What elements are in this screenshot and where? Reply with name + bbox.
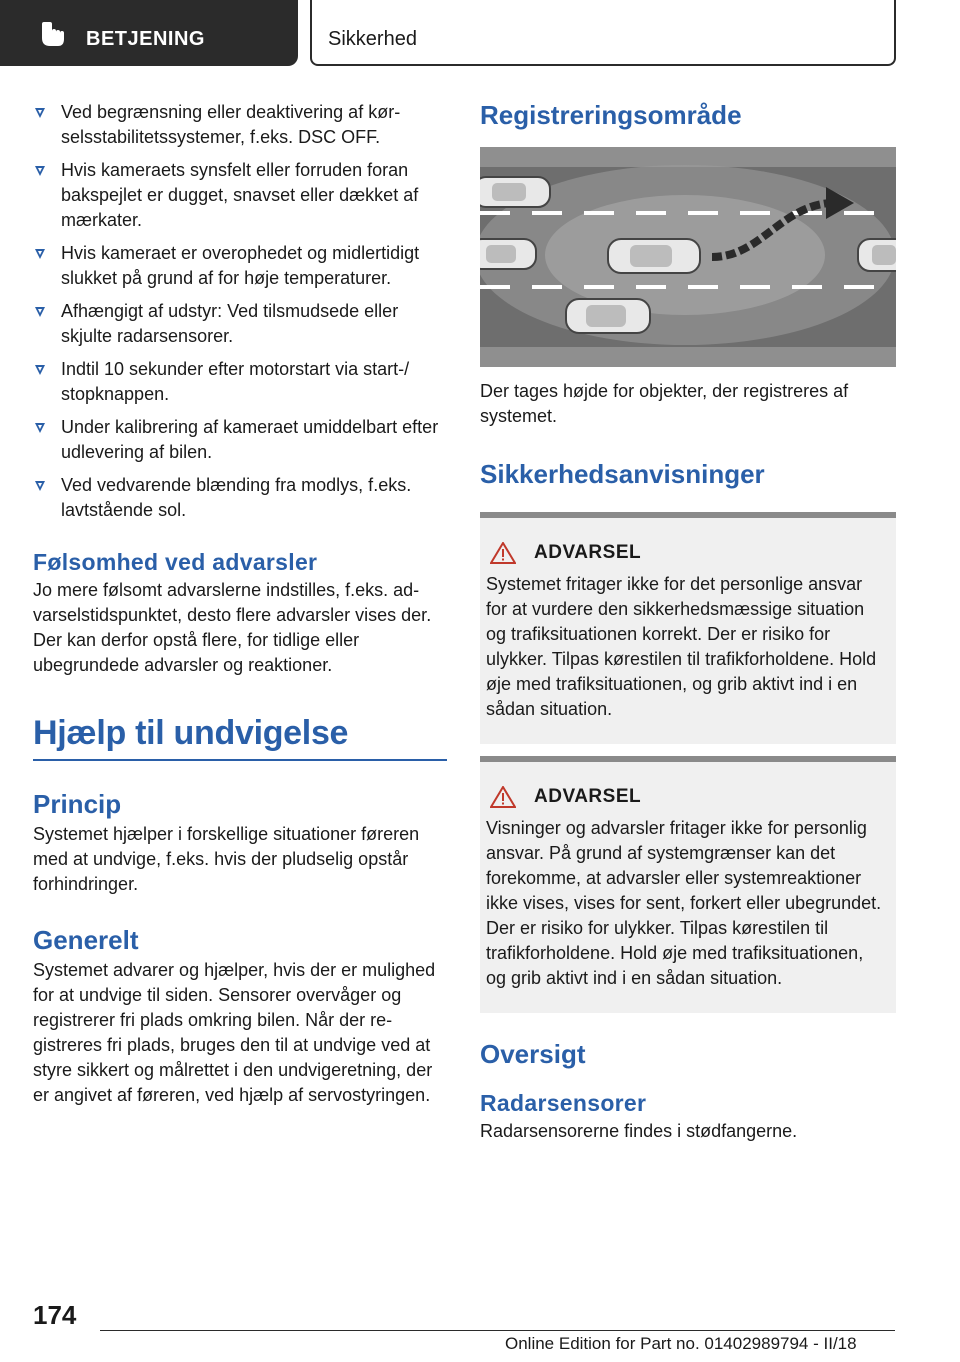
triangle-bullet-icon xyxy=(35,365,45,375)
main-heading: Hjælp til undvigelse xyxy=(33,714,447,761)
oversigt-heading: Oversigt xyxy=(480,1039,586,1069)
warning-text: Systemet fritager ikke for det personlige ansvar for at vurdere den sikkerhedsmæssige situation og trafiksituationen korrekt. Der er risiko for ulykker. Tilpas kørestilen til trafikforholdene. Hold øje med trafiksituationen, og grib aktivt ind i en sådan situation. xyxy=(486,574,877,719)
hand-pointer-icon xyxy=(38,22,66,48)
safety-heading: Sikkerhedsanvisninger xyxy=(480,459,765,489)
radar-text: Radarsensorerne findes i stødfangerne. xyxy=(480,1121,798,1141)
figure-caption: Der tages højde for objekter, der registreres af systemet. xyxy=(480,381,849,426)
section-tab xyxy=(0,0,298,66)
radar-heading: Radarsensorer xyxy=(480,1090,647,1116)
page-number: 174 xyxy=(33,1300,77,1330)
list-item: Under kalibrering af kameraet umiddelbart efter udlevering af bilen. xyxy=(33,415,447,465)
detection-area-illustration xyxy=(480,147,896,367)
edition-text: Online Edition for Part no. 01402989794 - II/18 xyxy=(505,1334,857,1353)
road-diagram xyxy=(480,147,896,367)
triangle-bullet-icon xyxy=(35,481,45,491)
princip-text: Systemet hjælper i forskellige situationer føreren med at undvige, f.eks. hvis der pludselig opstår forhindringer. xyxy=(33,824,420,894)
warning-box xyxy=(480,756,896,1013)
condition-list xyxy=(33,100,447,523)
triangle-bullet-icon xyxy=(35,307,45,317)
generelt-heading: Generelt xyxy=(33,925,139,955)
warning-box xyxy=(480,512,896,744)
triangle-bullet-icon xyxy=(35,166,45,176)
list-item: Hvis kameraets synsfelt eller forruden foran bakspejlet er dugget, snavset eller dækket af mærkater. xyxy=(33,158,447,233)
page-header xyxy=(0,0,960,66)
generelt-text: Systemet advarer og hjælper, hvis der er mulighed for at undvige til siden. Sensorer overvåger og registrerer fri plads omkring bilen. Når der registreres fri plads, bruges den til at undvige ved at styre sikkert og målrettet i den undvigeretning, der er angivet af føreren, ved hjælp af servostyringen. xyxy=(33,960,436,1105)
triangle-bullet-icon xyxy=(35,423,45,433)
sensitivity-text: Jo mere følsomt advarslerne indstilles, f.eks. advarselstidspunktet, desto flere advarsler vises der. Der kan derfor opstå flere, for tidlige eller ubegrundede advarsler og reaktioner. xyxy=(33,580,432,675)
section-label: BETJENING xyxy=(86,28,205,50)
chapter-tab xyxy=(310,0,896,66)
list-item: Ved begrænsning eller deaktivering af kørselsstabilitetssystemer, f.eks. DSC OFF. xyxy=(33,100,447,150)
triangle-bullet-icon xyxy=(35,249,45,259)
registrering-heading: Registreringsområde xyxy=(480,100,742,130)
princip-heading: Princip xyxy=(33,789,122,819)
chapter-label: Sikkerhed xyxy=(328,28,417,50)
warning-text: Visninger og advarsler fritager ikke for personlig ansvar. På grund af systemgrænser kan det forekomme, at advarsler eller systemreaktioner ikke vises, vises for sent, forkert eller ubegrundet. Der er risiko for ulykker. Tilpas kørestilen til trafikforholdene. Hold øje med trafiksituationen, og grib aktivt ind i en sådan situation. xyxy=(486,818,882,988)
list-item: Hvis kameraet er overophedet og midlertidigt slukket på grund af for høje temperaturer. xyxy=(33,241,447,291)
warning-triangle-icon xyxy=(490,542,516,564)
triangle-bullet-icon xyxy=(35,108,45,118)
list-item: Ved vedvarende blænding fra modlys, f.eks. lavtstående sol. xyxy=(33,473,447,523)
list-item: Afhængigt af udstyr: Ved tilsmudsede eller skjulte radarsensorer. xyxy=(33,299,447,349)
warning-triangle-icon xyxy=(490,786,516,808)
list-item: Indtil 10 sekunder efter motorstart via start-/ stopknappen. xyxy=(33,357,447,407)
right-column xyxy=(480,100,896,1144)
left-column xyxy=(33,100,447,1108)
sensitivity-heading: Følsomhed ved advarsler xyxy=(33,549,318,575)
warning-title: ADVARSEL xyxy=(534,786,642,807)
warning-title: ADVARSEL xyxy=(534,542,642,563)
footer-divider xyxy=(100,1330,895,1331)
